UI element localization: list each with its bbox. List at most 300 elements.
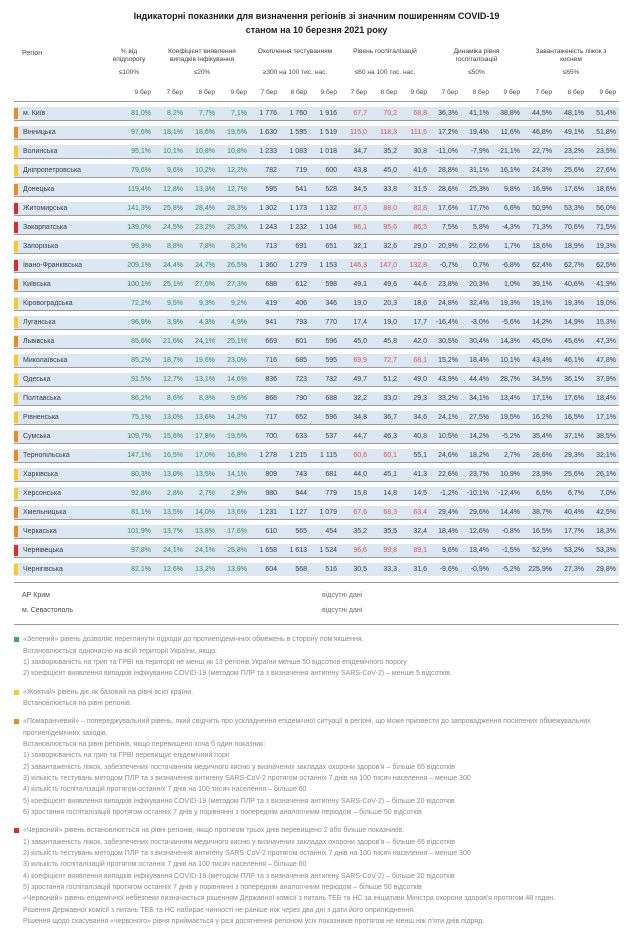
value-cell: 8,8% <box>167 243 183 251</box>
value-cell: 24,1% <box>195 547 215 555</box>
value-cell: 69,9 <box>353 357 367 365</box>
level-indicator-yellow <box>14 355 18 366</box>
value-cell: 12,8% <box>163 186 183 194</box>
value-cell: 43,8 <box>353 167 367 175</box>
value-cell: 23,7% <box>469 471 489 479</box>
value-cell: 16,2% <box>532 414 552 422</box>
value-cell: 20,3% <box>469 281 489 289</box>
legend-line: «Жовтий» рівень діє як базовий на рівні всієї країни. <box>23 688 194 696</box>
value-cell: 14,2% <box>469 433 489 441</box>
value-cell: 29,8% <box>596 566 616 574</box>
value-cell: 541 <box>295 186 307 194</box>
value-cell: 2,9% <box>231 490 247 498</box>
value-cell: 719 <box>295 167 307 175</box>
value-cell: 60,1 <box>383 452 397 460</box>
value-cell: 17,7 <box>413 319 427 327</box>
column-date-label: 7 бер <box>260 89 277 97</box>
value-cell: 44,5% <box>532 110 552 118</box>
value-cell: 44,7 <box>353 433 367 441</box>
legend-line: 6) зростання госпіталізацій протягом останніх 7 днів у порівнянні з попереднім аналогічним періодом – більше 50 відсотків <box>23 808 422 816</box>
region-name: Луганська <box>23 319 56 327</box>
region-row-band <box>14 373 619 386</box>
value-cell: 37,9% <box>596 376 616 384</box>
legend-line: Рішення щодо скасування «червоного» рівня приймається у разі досягнення регіоном усіх показників протягом не менш ніж п'яти днів підряд. <box>23 917 485 925</box>
value-cell: 1 173 <box>289 205 307 213</box>
value-cell: 68,1 <box>413 357 427 365</box>
value-cell: -1,5% <box>501 547 520 555</box>
column-date-label: 9 бер <box>410 89 427 97</box>
value-cell: 23,9% <box>532 471 552 479</box>
value-cell: 610 <box>265 528 277 536</box>
table-row <box>14 196 619 215</box>
value-cell: 595 <box>265 186 277 194</box>
value-cell: 27,5% <box>469 414 489 422</box>
value-cell: 22,6% <box>469 243 489 251</box>
value-cell: 109,7% <box>127 433 151 441</box>
legend-line: 3) кількість тестувань методом ПЛР та з визначення антигену SARS-CoV-2 протягом останніх 7 днів на 100 тисяч населення – менше 300 <box>23 774 471 782</box>
value-cell: 14,0% <box>195 509 215 517</box>
value-cell: 1 153 <box>319 262 337 270</box>
value-cell: 45,0% <box>532 338 552 346</box>
value-cell: 36,7 <box>383 414 397 422</box>
table-header <box>14 48 619 101</box>
region-row-band <box>14 544 619 557</box>
value-cell: 92,8% <box>131 490 151 498</box>
legend-text <box>23 716 619 818</box>
value-cell: 19,3% <box>596 243 616 251</box>
column-date-label: 9 бер <box>599 89 616 97</box>
value-cell: 45,6% <box>564 338 584 346</box>
value-cell: 17,4 <box>353 319 367 327</box>
value-cell: 32,1 <box>353 243 367 251</box>
legend-square-green-icon <box>14 637 19 642</box>
level-indicator-orange <box>14 450 18 461</box>
value-cell: 1 279 <box>289 262 307 270</box>
region-row-band <box>14 107 619 120</box>
value-cell: 46,1% <box>564 357 584 365</box>
table-row <box>14 158 619 177</box>
value-cell: 866 <box>265 395 277 403</box>
value-cell: 40,4% <box>564 509 584 517</box>
value-cell: 13,9% <box>227 566 247 574</box>
value-cell: 29,6% <box>469 509 489 517</box>
legend-line: 4) коефіцієнт виявлення випадків інфікування COVID-19 (методом ПЛР та з визначення антигену SARS-CoV-2) – більше 20 відсотків <box>23 872 455 880</box>
value-cell: 11,6% <box>500 129 520 137</box>
region-row-band <box>14 563 619 576</box>
value-cell: 23,2% <box>564 148 584 156</box>
value-cell: 10,1% <box>500 357 520 365</box>
legend-text <box>23 687 193 710</box>
value-cell: 86,5 <box>413 224 427 232</box>
value-cell: 51,8% <box>596 129 616 137</box>
value-cell: 12,6% <box>163 566 183 574</box>
value-cell: 8,2% <box>167 110 183 118</box>
value-cell: -21,1% <box>497 148 520 156</box>
value-cell: 45,0 <box>383 167 397 175</box>
value-cell: 32,2 <box>353 395 367 403</box>
value-cell: 16,8% <box>227 452 247 460</box>
value-cell: 1 658 <box>259 547 277 555</box>
column-date-label: 9 бер <box>503 89 520 97</box>
value-cell: 17,0% <box>195 452 215 460</box>
table-row <box>14 557 619 576</box>
level-indicator-orange <box>14 127 18 138</box>
value-cell: 32,4 <box>413 528 427 536</box>
value-cell: 7,0% <box>600 490 616 498</box>
value-cell: 13,4% <box>469 547 489 555</box>
region-row-band <box>14 468 619 481</box>
value-cell: 595 <box>325 357 337 365</box>
value-cell: 18,4% <box>469 357 489 365</box>
value-cell: 17,6% <box>564 395 584 403</box>
column-threshold: ≤50% <box>468 69 485 77</box>
region-row-band <box>14 240 619 253</box>
no-data-row <box>14 588 619 603</box>
value-cell: 612 <box>295 281 307 289</box>
value-cell: 15,8 <box>353 490 367 498</box>
value-cell: 39,1% <box>532 281 552 289</box>
value-cell: 18,6 <box>413 300 427 308</box>
legend-line: 1) захворюваність на грип та ГРВІ перевищує епідемічний поріг <box>23 752 230 760</box>
value-cell: 604 <box>265 566 277 574</box>
value-cell: 13,3% <box>195 186 215 194</box>
value-cell: 41,1% <box>469 110 489 118</box>
value-cell: 99,8 <box>383 547 397 555</box>
value-cell: 14,2% <box>532 319 552 327</box>
value-cell: 19,0% <box>596 300 616 308</box>
value-cell: 790 <box>295 395 307 403</box>
region-name: Львівська <box>23 338 55 346</box>
value-cell: 97,8% <box>131 547 151 555</box>
value-cell: 419 <box>265 300 277 308</box>
value-cell: 565 <box>295 528 307 536</box>
value-cell: 17,2% <box>438 129 458 137</box>
value-cell: 13,6% <box>227 509 247 517</box>
value-cell: 68,8 <box>413 110 427 118</box>
column-group-label: Завантаженість ліжок з киснем <box>535 47 607 64</box>
region-name: Одеська <box>23 376 51 384</box>
no-data-section <box>14 582 619 625</box>
value-cell: 27,3% <box>227 281 247 289</box>
region-row-band <box>14 487 619 500</box>
value-cell: 12,7% <box>227 186 247 194</box>
value-cell: 18,6% <box>532 243 552 251</box>
value-cell: 16,5% <box>532 528 552 536</box>
legend-line: 5) коефіцієнт виявлення випадків інфікування COVID-19 (методом ПЛР та з визначення антигену SARS-CoV-2) – більше 20 відсотків <box>23 797 455 805</box>
value-cell: 42,0 <box>413 338 427 346</box>
value-cell: 15,3% <box>596 319 616 327</box>
value-cell: 6,6% <box>504 205 520 213</box>
region-name: Кіровоградська <box>23 300 73 308</box>
value-cell: 44,0 <box>353 471 367 479</box>
region-row-band <box>14 506 619 519</box>
region-row-band <box>14 335 619 348</box>
value-cell: 14,9% <box>564 319 584 327</box>
value-cell: 31,1% <box>469 167 489 175</box>
region-row-band <box>14 430 619 443</box>
value-cell: 1 079 <box>319 509 337 517</box>
legend-line: «Червоний» рівень епідемічної небезпеки визначається рішенням Державної комісії з питань ТЕБ та НС за ініціативи Міністра охорони здоров'я протягом 48 годин. <box>23 895 556 903</box>
value-cell: 716 <box>265 357 277 365</box>
value-cell: 9,5% <box>167 300 183 308</box>
value-cell: 25,6% <box>564 471 584 479</box>
value-cell: 34,5 <box>353 186 367 194</box>
value-cell: 81,0% <box>131 110 151 118</box>
value-cell: 17,6% <box>564 186 584 194</box>
value-cell: 60,6 <box>353 452 367 460</box>
value-cell: 91,5% <box>131 376 151 384</box>
column-date-label: 8 бер <box>567 89 584 97</box>
level-indicator-red <box>14 222 18 233</box>
value-cell: 14,6% <box>227 376 247 384</box>
table-row <box>14 120 619 139</box>
value-cell: 147,0 <box>379 262 397 270</box>
value-cell: 79,6% <box>131 167 151 175</box>
value-cell: 1 360 <box>259 262 277 270</box>
value-cell: 1,0% <box>504 281 520 289</box>
value-cell: 80,3% <box>131 471 151 479</box>
table-body <box>14 101 619 576</box>
value-cell: 49,1 <box>353 281 367 289</box>
value-cell: 30,5 <box>353 566 367 574</box>
value-cell: 26,1% <box>596 471 616 479</box>
region-row-band <box>14 525 619 538</box>
value-cell: 45,0 <box>353 338 367 346</box>
value-cell: 47,8% <box>596 357 616 365</box>
value-cell: 41,3 <box>413 471 427 479</box>
level-indicator-yellow <box>14 298 18 309</box>
value-cell: 18,2% <box>469 452 489 460</box>
value-cell: 75,1% <box>131 414 151 422</box>
value-cell: 2,7% <box>199 490 215 498</box>
value-cell: 19,5% <box>500 414 520 422</box>
region-name: Харківська <box>23 471 58 479</box>
value-cell: 67,6 <box>353 509 367 517</box>
value-cell: -0,9% <box>470 566 489 574</box>
value-cell: 95,1% <box>131 148 151 156</box>
value-cell: 71,3% <box>532 224 552 232</box>
value-cell: -4,3% <box>501 224 520 232</box>
value-cell: -7,9% <box>470 148 489 156</box>
value-cell: 809 <box>265 471 277 479</box>
value-cell: 16,5% <box>163 452 183 460</box>
value-cell: -1,2% <box>439 490 458 498</box>
page-title-line1: Індикаторні показники для визначення регіонів зі значним поширенням COVID-19 <box>133 11 500 21</box>
region-row-band <box>14 259 619 272</box>
value-cell: 633 <box>295 433 307 441</box>
value-cell: 31,6 <box>413 566 427 574</box>
value-cell: 10,5% <box>438 433 458 441</box>
value-cell: 24,7% <box>195 262 215 270</box>
value-cell: 68,3 <box>383 509 397 517</box>
legend-text <box>23 634 452 679</box>
value-cell: 669 <box>265 338 277 346</box>
value-cell: 16,1% <box>500 167 520 175</box>
region-name: Хмельницька <box>23 509 67 517</box>
value-cell: 12,7% <box>163 376 183 384</box>
region-column-spacer <box>14 64 104 76</box>
value-cell: 732 <box>325 376 337 384</box>
column-date-label: 7 бер <box>350 89 367 97</box>
value-cell: 96,1 <box>353 224 367 232</box>
region-name: Полтавська <box>23 395 61 403</box>
value-cell: 19,3% <box>564 300 584 308</box>
table-row <box>14 234 619 253</box>
legend-block-yellow <box>14 687 619 710</box>
level-indicator-yellow <box>14 241 18 252</box>
value-cell: -11,0% <box>436 148 458 156</box>
value-cell: 20,9% <box>438 243 458 251</box>
value-cell: 944 <box>295 490 307 498</box>
value-cell: 101,9% <box>127 528 151 536</box>
value-cell: 9,2% <box>231 300 247 308</box>
value-cell: 18,1% <box>163 129 183 137</box>
table-row <box>14 348 619 367</box>
value-cell: 28,4% <box>195 205 215 213</box>
level-indicator-red <box>14 203 18 214</box>
level-indicator-orange <box>14 336 18 347</box>
value-cell: 33,2% <box>438 395 458 403</box>
page-title-line2: станом на 10 березня 2021 року <box>245 24 388 35</box>
region-row-band <box>14 449 619 462</box>
value-cell: 41,6 <box>413 167 427 175</box>
region-column-header: Регіон <box>22 49 43 57</box>
value-cell: 97,6% <box>131 129 151 137</box>
value-cell: 1 302 <box>259 205 277 213</box>
legend-line: Рішення Державної комісії з питань ТЕБ та НС набирає чинності не раніше ніж через два дні з дати його оприлюднення. <box>23 906 416 914</box>
value-cell: 30,5% <box>438 338 458 346</box>
value-cell: 36,1% <box>564 376 584 384</box>
value-cell: 89,1 <box>413 547 427 555</box>
legend-line: Встановлюється на рівні регіонів, якщо перевищено хоча б один показник: <box>23 740 266 748</box>
value-cell: 24,1% <box>195 338 215 346</box>
value-cell: 99,3% <box>131 243 151 251</box>
legend-line: 2) завантаженість ліжок, забезпечених постачанням медичного кисню у визначених закладах охорони здоров'я – більше 65 відсотків <box>23 763 456 771</box>
column-group-label: Охоплення тестуванням <box>257 47 333 55</box>
column-date-label: 7 бер <box>535 89 552 97</box>
value-cell: 4,3% <box>199 319 215 327</box>
value-cell: 596 <box>325 338 337 346</box>
value-cell: 9,6% <box>167 167 183 175</box>
value-cell: 1 613 <box>289 547 307 555</box>
region-row-band <box>14 145 619 158</box>
value-cell: 651 <box>325 243 337 251</box>
column-date-label: 7 бер <box>166 89 183 97</box>
value-cell: 24,5% <box>163 224 183 232</box>
value-cell: 9,8% <box>504 186 520 194</box>
value-cell: 24,8% <box>438 300 458 308</box>
no-data-note: відсутні дані <box>322 607 363 615</box>
value-cell: 32,6 <box>383 243 397 251</box>
value-cell: 70,2 <box>383 110 397 118</box>
value-cell: 23,2% <box>195 224 215 232</box>
value-cell: -0,7% <box>439 262 458 270</box>
value-cell: 1 595 <box>289 129 307 137</box>
legend-square-yellow-icon <box>14 690 19 695</box>
value-cell: 782 <box>265 167 277 175</box>
value-cell: 17,8% <box>195 433 215 441</box>
value-cell: 14,2% <box>227 414 247 422</box>
legend-line: «Червоний» рівень встановлюється на рівні регіонів, якщо протягом трьох днів перевищено 2 або більше показників: <box>23 827 405 835</box>
value-cell: 38,8% <box>500 110 520 118</box>
legend-text <box>23 825 555 927</box>
value-cell: 82,8 <box>413 205 427 213</box>
value-cell: 49,0 <box>413 376 427 384</box>
region-row-band <box>14 354 619 367</box>
value-cell: 38,5% <box>596 433 616 441</box>
value-cell: 85,2% <box>131 357 151 365</box>
region-name: Миколаївська <box>23 357 68 365</box>
value-cell: 95,6 <box>383 224 397 232</box>
value-cell: 18,9% <box>564 243 584 251</box>
region-row-band <box>14 392 619 405</box>
value-cell: 652 <box>295 414 307 422</box>
table-row <box>14 291 619 310</box>
column-group-label: Коефіцієнт виявлення випадків інфікування <box>168 47 236 64</box>
value-cell: 25,1% <box>227 338 247 346</box>
value-cell: 16,9% <box>532 186 552 194</box>
value-cell: 8,3% <box>199 395 215 403</box>
level-indicator-orange <box>14 108 18 119</box>
value-cell: 1 278 <box>259 452 277 460</box>
table-row <box>14 462 619 481</box>
value-cell: 29,3 <box>413 395 427 403</box>
value-cell: 10,8% <box>227 148 247 156</box>
value-cell: 516 <box>325 566 337 574</box>
value-cell: 6,5% <box>536 490 552 498</box>
value-cell: 100,1% <box>127 281 151 289</box>
value-cell: 49,6 <box>383 281 397 289</box>
value-cell: 7,5% <box>442 224 458 232</box>
region-name: Житомирська <box>23 205 68 213</box>
value-cell: 681 <box>325 471 337 479</box>
value-cell: 30,8 <box>413 148 427 156</box>
level-indicator-orange <box>14 526 18 537</box>
region-row-band <box>14 126 619 139</box>
value-cell: 25,8% <box>227 547 247 555</box>
value-cell: 8,6% <box>167 395 183 403</box>
region-row-band <box>14 278 619 291</box>
header-dates-row <box>14 89 619 101</box>
no-data-note: відсутні дані <box>322 592 363 600</box>
value-cell: 62,5% <box>596 262 616 270</box>
level-indicator-yellow <box>14 374 18 385</box>
value-cell: 1 104 <box>319 224 337 232</box>
region-row-band <box>14 202 619 215</box>
value-cell: 9,3% <box>199 300 215 308</box>
value-cell: -3,0% <box>470 319 489 327</box>
table-row <box>14 253 619 272</box>
table-row <box>14 101 619 120</box>
column-threshold: ≥300 на 100 тис. нас. <box>262 69 328 77</box>
value-cell: 25,6% <box>564 167 584 175</box>
value-cell: 46,3 <box>383 433 397 441</box>
value-cell: 1 524 <box>319 547 337 555</box>
value-cell: 96,9% <box>131 319 151 327</box>
legend-line: Встановлюється на рівні регіонів. <box>23 699 132 707</box>
value-cell: 45,8 <box>383 338 397 346</box>
table-row <box>14 215 619 234</box>
region-name: м. Київ <box>23 110 46 118</box>
level-indicator-yellow <box>14 488 18 499</box>
value-cell: 18,3% <box>596 528 616 536</box>
column-group-label: Рівень госпіталізацій <box>353 47 417 55</box>
value-cell: 17,6% <box>227 528 247 536</box>
region-column-spacer <box>14 89 104 96</box>
value-cell: 28,7% <box>500 376 520 384</box>
value-cell: 32,1% <box>596 452 616 460</box>
value-cell: 44,4% <box>469 376 489 384</box>
